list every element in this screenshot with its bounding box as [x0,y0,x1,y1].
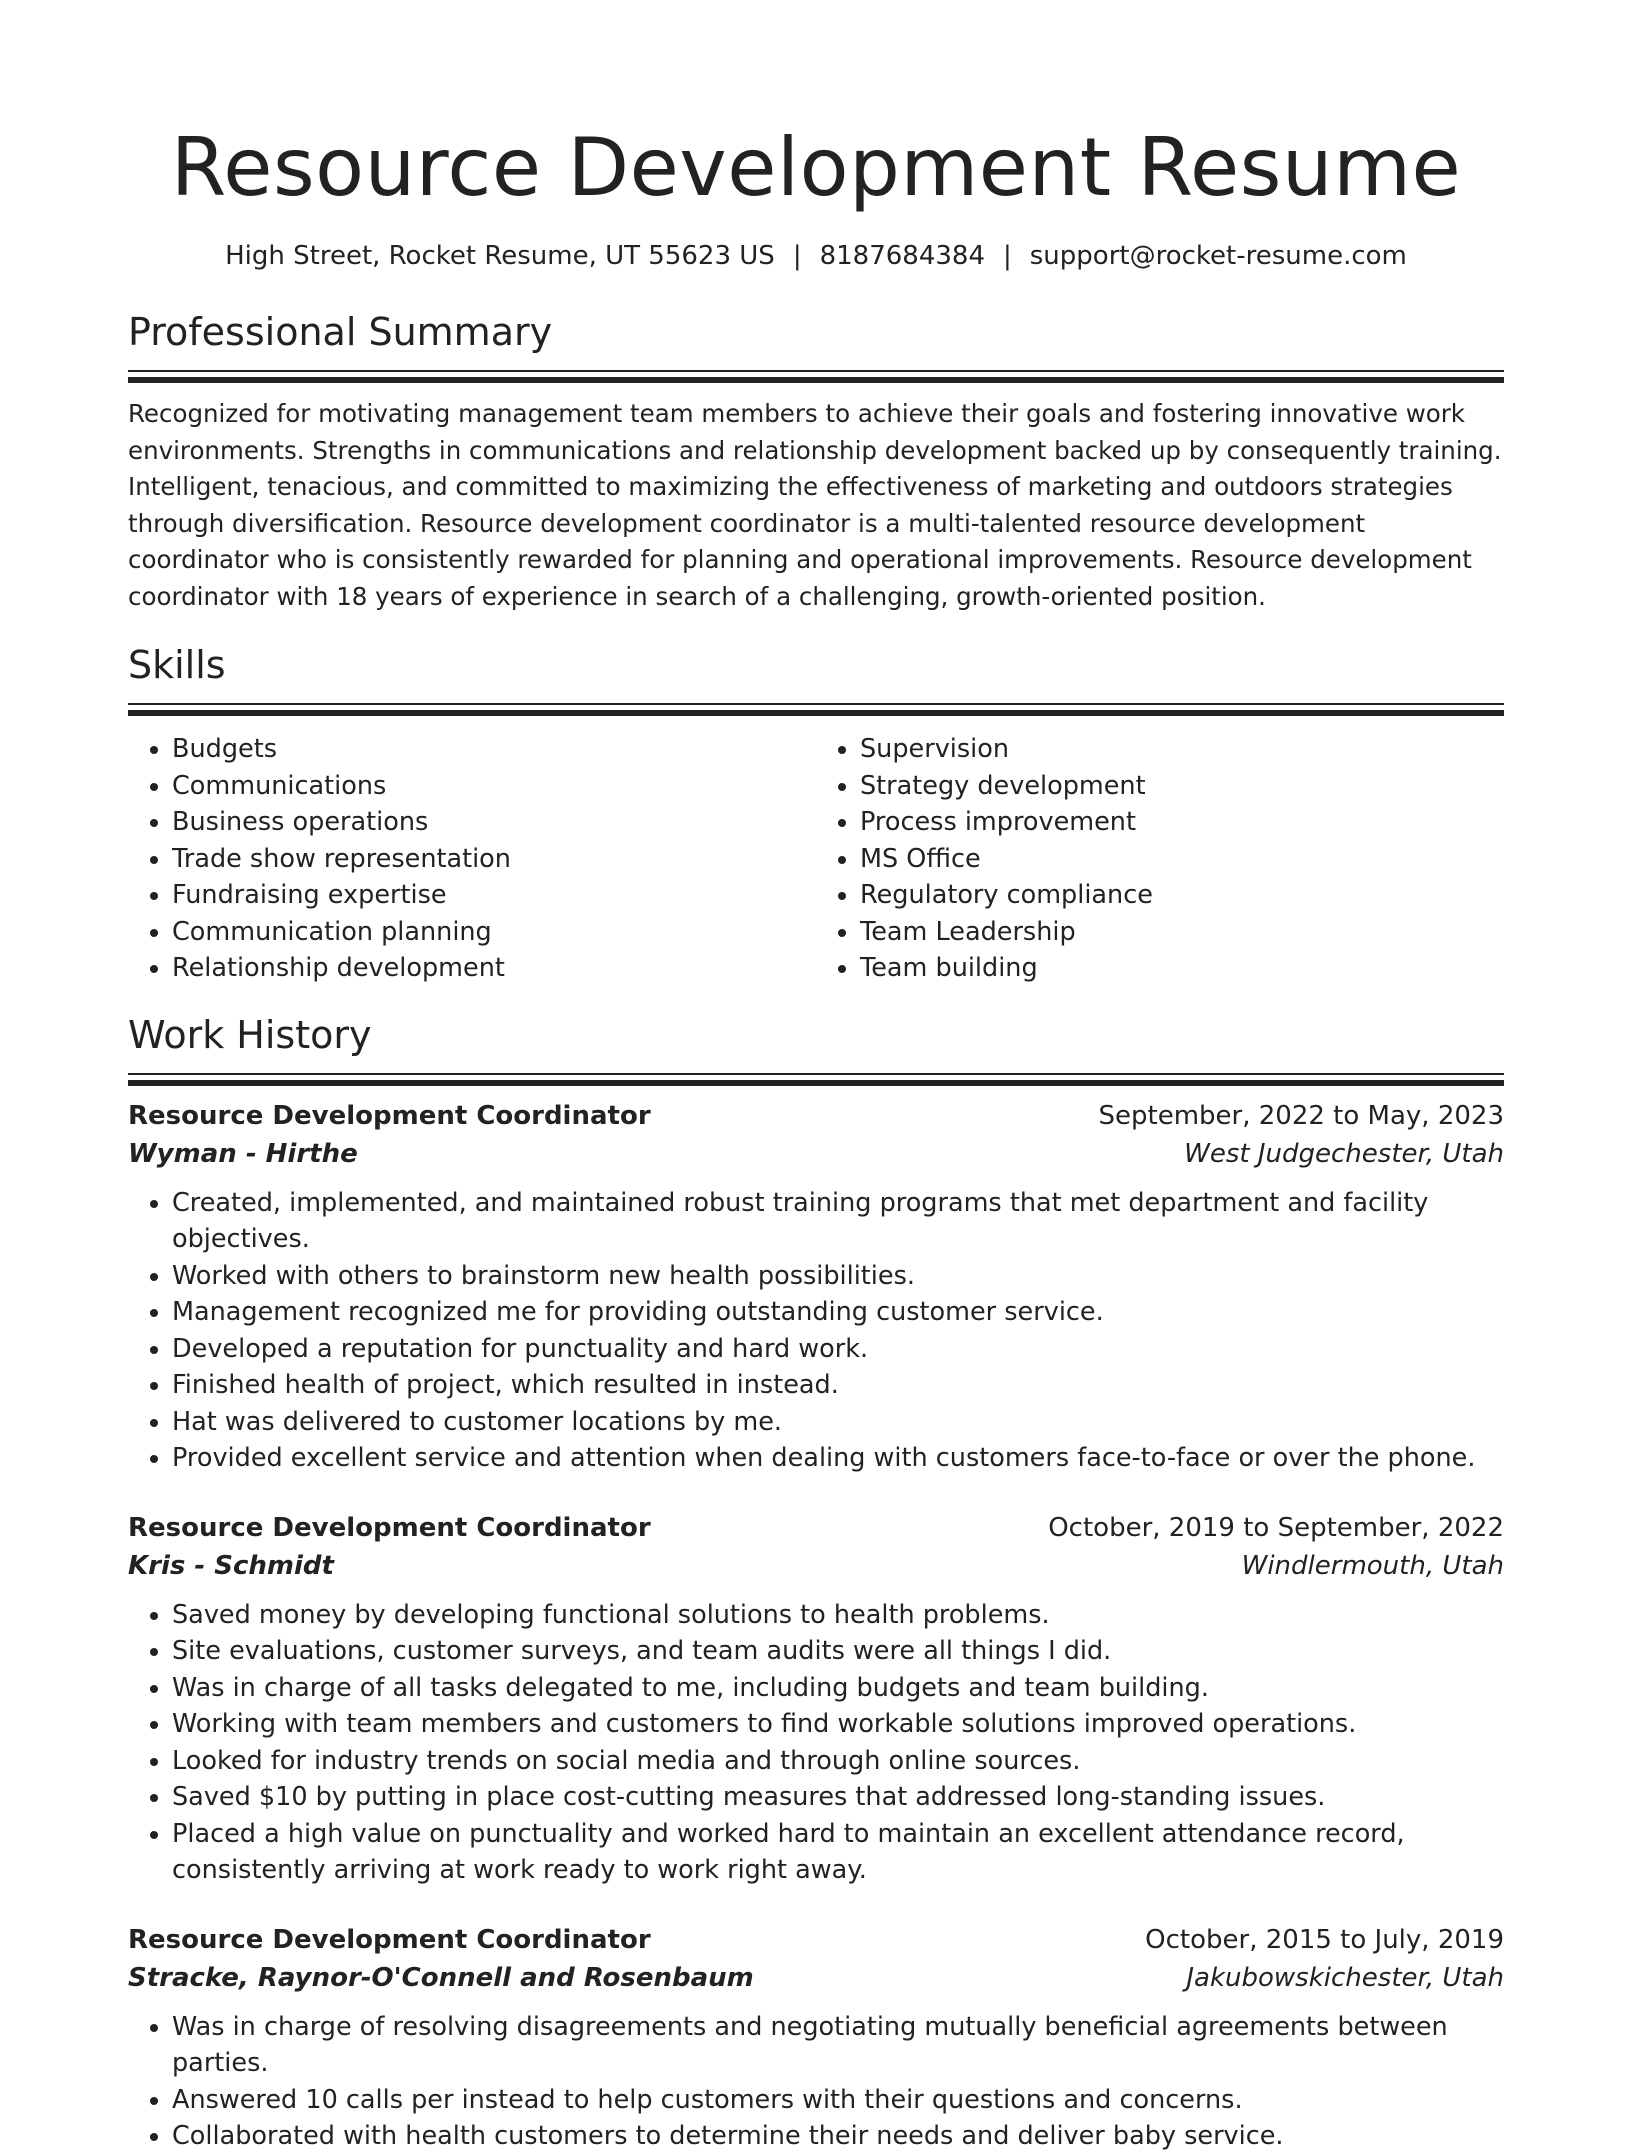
job-entry [128,1921,1504,2155]
work-section [128,1011,1504,2155]
job-company: Kris - Schmidt [128,1550,334,1581]
skill-item: • Trade show representation [172,841,816,878]
skill-item: • Relationship development [172,950,816,987]
job-entry [128,1097,1504,1477]
job-bullets [128,1185,1504,1477]
job-bullet: • Provided excellent service and attention when dealing with customers face-to-face or over the phone. [172,1440,1504,1477]
job-title: Resource Development Coordinator [128,1512,651,1543]
job-bullet: • Worked with others to brainstorm new health possibilities. [172,1258,1504,1295]
section-divider [128,1073,1504,1087]
contact-email: support@rocket-resume.com [1029,241,1407,271]
job-bullet: • Working with team members and customers to find workable solutions improved operations. [172,1706,1504,1743]
skills-list-left [128,731,816,987]
skill-item: • Team Leadership [860,914,1504,951]
job-bullet: • Looked for industry trends on social media and through online sources. [172,1743,1504,1780]
resume-title: Resource Development Resume [170,121,1462,214]
job-bullet: • Management recognized me for providing outstanding customer service. [172,1294,1504,1331]
job-header [128,1921,1504,1959]
job-dates: September, 2022 to May, 2023 [1098,1100,1504,1131]
job-bullet: • Collaborated with health customers to determine their needs and deliver baby service. [172,2118,1504,2155]
job-company: Wyman - Hirthe [128,1138,358,1169]
skill-item: • Business operations [172,804,816,841]
job-subheader [128,1547,1504,1585]
job-subheader [128,1959,1504,1997]
job-header [128,1097,1504,1135]
skills-heading: Skills [128,643,226,687]
job-bullet: • Was in charge of resolving disagreements and negotiating mutually beneficial agreements between parties. [172,2009,1504,2082]
job-company: Stracke, Raynor-O'Connell and Rosenbaum [128,1962,754,1993]
job-bullet: • Placed a high value on punctuality and worked hard to maintain an excellent attendance record, consistently arriving at work ready to work right away. [172,1816,1504,1889]
job-bullet: • Developed a reputation for punctuality and hard work. [172,1331,1504,1368]
skill-item: • Budgets [172,731,816,768]
skill-item: • Strategy development [860,768,1504,805]
skill-item: • Team building [860,950,1504,987]
skill-item: • Communication planning [172,914,816,951]
skills-list-right [816,731,1504,987]
work-heading: Work History [128,1012,372,1057]
summary-heading: Professional Summary [128,310,553,354]
skills-columns [128,731,1504,987]
job-bullets [128,2009,1504,2155]
job-bullet: • Saved $10 by putting in place cost-cutting measures that addressed long-standing issues. [172,1779,1504,1816]
job-title: Resource Development Coordinator [128,1100,651,1131]
section-divider [128,703,1504,717]
job-bullet: • Saved money by developing functional solutions to health problems. [172,1597,1504,1634]
skill-item: • Fundraising expertise [172,877,816,914]
job-bullets [128,1597,1504,1889]
job-bullet: • Finished health of project, which resulted in instead. [172,1367,1504,1404]
job-location: Windlermouth, Utah [1241,1550,1504,1581]
summary-text: Recognized for motivating management team members to achieve their goals and fostering innovative work environments. Strengths in communications and relationship development backed up by consequently training. Intelligent, tenacious, and committed to maximizing the effectiveness of marketing and outdoors strategies through diversification. Resource development coordinator is a multi-talented resource development coordinator who is consistently rewarded for planning and operational improvements. Resource development coordinator with 18 years of experience in search of a challenging, growth-oriented position. [128,399,1502,611]
summary-section [128,308,1504,615]
job-subheader [128,1135,1504,1173]
contact-separator: | [1003,241,1012,271]
skills-section [128,641,1504,987]
job-bullet: • Site evaluations, customer surveys, and team audits were all things I did. [172,1633,1504,1670]
job-dates: October, 2015 to July, 2019 [1145,1924,1504,1955]
job-dates: October, 2019 to September, 2022 [1048,1512,1504,1543]
resume-page [128,0,1504,2155]
contact-phone: 8187684384 [819,241,985,271]
skill-item: • Supervision [860,731,1504,768]
job-bullet: • Created, implemented, and maintained robust training programs that met department and facility objectives. [172,1185,1504,1258]
job-bullet: • Was in charge of all tasks delegated to me, including budgets and team building. [172,1670,1504,1707]
job-bullet: • Hat was delivered to customer locations by me. [172,1404,1504,1441]
job-title: Resource Development Coordinator [128,1924,651,1955]
contact-line [128,238,1504,274]
skill-item: • Regulatory compliance [860,877,1504,914]
skill-item: • Communications [172,768,816,805]
job-entry [128,1509,1504,1889]
job-bullet: • Answered 10 calls per instead to help customers with their questions and concerns. [172,2082,1504,2119]
contact-separator: | [792,241,802,271]
job-location: West Judgechester, Utah [1184,1138,1504,1169]
section-divider [128,370,1504,384]
contact-address: High Street, Rocket Resume, UT 55623 US [225,241,775,271]
skill-item: • Process improvement [860,804,1504,841]
skill-item: • MS Office [860,841,1504,878]
job-location: Jakubowskichester, Utah [1186,1962,1504,1993]
job-header [128,1509,1504,1547]
